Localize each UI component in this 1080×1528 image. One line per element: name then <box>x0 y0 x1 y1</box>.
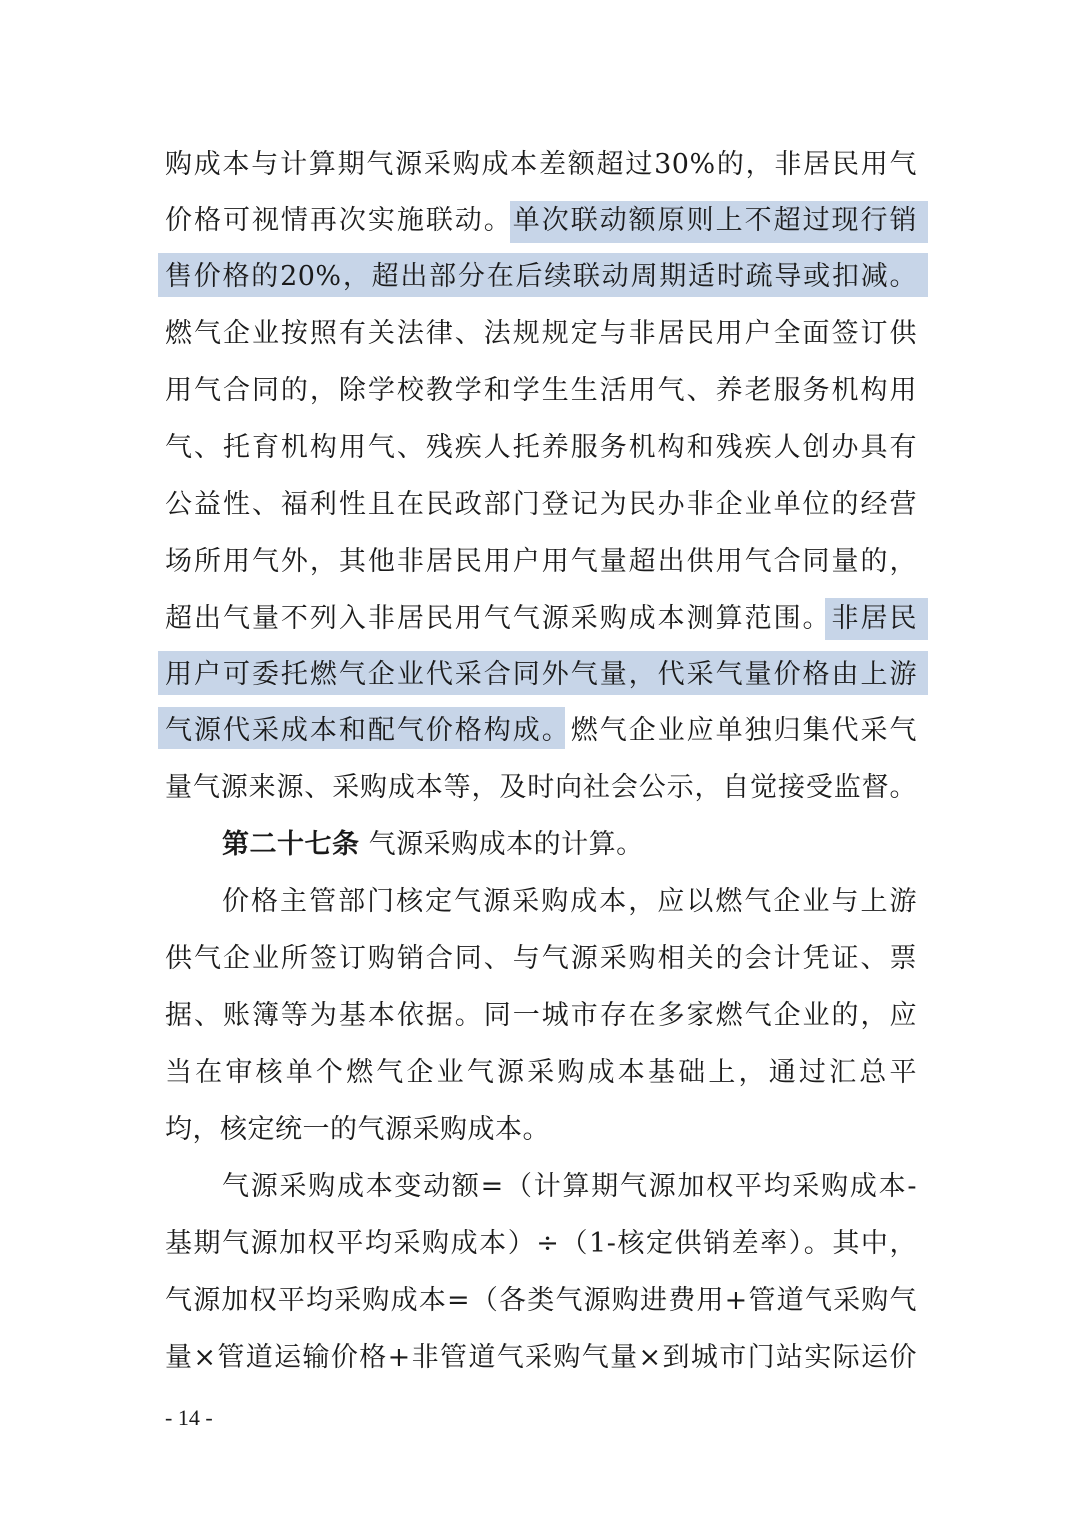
text-span: 价格可视情再次实施联动。 <box>165 205 513 236</box>
formula-line: 气源采购成本变动额=（计算期气源加权平均采购成本- <box>222 1171 917 1202</box>
text-line: 气、托育机构用气、残疾人托养服务机构和残疾人创办具有 <box>165 432 917 463</box>
article-number: 第二十七条 <box>222 829 360 860</box>
formula-line: 量×管道运输价格+非管道气采购气量×到城市门站实际运价 <box>165 1342 917 1373</box>
text-line: 购成本与计算期气源采购成本差额超过30%的，非居民用气 <box>165 149 917 180</box>
text-line: 公益性、福利性且在民政部门登记为民办非企业单位的经营 <box>165 489 917 520</box>
article-heading <box>222 823 917 867</box>
page-number: - 14 - <box>165 1405 213 1430</box>
article-title: 气源采购成本的计算。 <box>359 829 644 860</box>
text-span: 燃气企业应单独归集代采气 <box>570 715 918 746</box>
formula-line: 基期气源加权平均采购成本）÷（1-核定供销差率）。其中， <box>165 1228 917 1259</box>
text-line: 均，核定统一的气源采购成本。 <box>165 1114 550 1145</box>
text-line-highlighted: 用户可委托燃气企业代采合同外气量，代采气量价格由上游 <box>165 659 917 690</box>
text-line <box>165 597 917 641</box>
text-line <box>165 199 917 243</box>
highlighted-text: 单次联动额原则上不超过现行销 <box>512 205 918 236</box>
text-line: 当在审核单个燃气企业气源采购成本基础上，通过汇总平 <box>165 1057 917 1088</box>
text-line: 用气合同的，除学校教学和学生生活用气、养老服务机构用 <box>165 375 917 406</box>
text-line: 量气源来源、采购成本等，及时向社会公示，自觉接受监督。 <box>165 772 917 803</box>
text-line: 场所用气外，其他非居民用户用气量超出供用气合同量的， <box>165 546 917 577</box>
text-line <box>165 709 917 753</box>
text-span: 超出气量不列入非居民用气气源采购成本测算范围。 <box>165 603 832 634</box>
text-line: 燃气企业按照有关法律、法规规定与非居民用户全面签订供 <box>165 318 917 349</box>
text-line: 供气企业所签订购销合同、与气源采购相关的会计凭证、票 <box>165 943 917 974</box>
highlighted-text: 非居民 <box>831 603 918 634</box>
text-line-highlighted: 售价格的20%，超出部分在后续联动周期适时疏导或扣减。 <box>165 261 917 292</box>
formula-line: 气源加权平均采购成本=（各类气源购进费用+管道气采购气 <box>165 1285 917 1316</box>
text-line: 价格主管部门核定气源采购成本，应以燃气企业与上游 <box>222 886 917 917</box>
highlighted-text: 气源代采成本和配气价格构成。 <box>165 715 571 746</box>
text-line: 据、账簿等为基本依据。同一城市存在多家燃气企业的，应 <box>165 1000 917 1031</box>
